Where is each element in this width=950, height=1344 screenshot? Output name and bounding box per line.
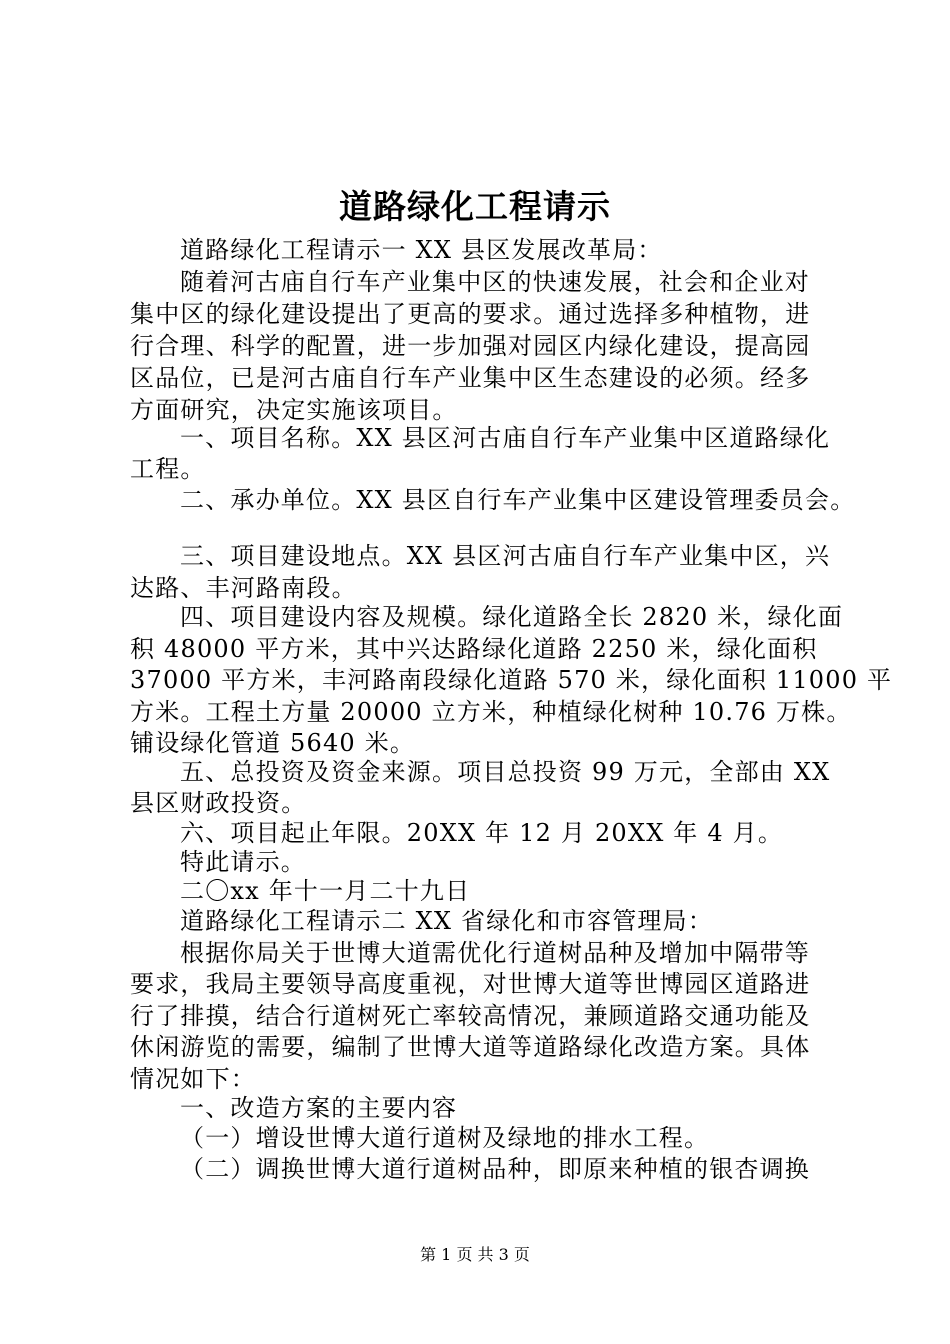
text-line: 四、项目建设内容及规模。绿化道路全长 2820 米，绿化面 (180, 603, 844, 631)
text-line: 情况如下： (130, 1065, 256, 1093)
text-line: 集中区的绿化建设提出了更高的要求。通过选择多种植物，进 (130, 300, 811, 328)
text-line: 随着河古庙自行车产业集中区的快速发展，社会和企业对 (180, 268, 810, 296)
text-line: 道路绿化工程请示一 XX 县区发展改革局： (180, 236, 663, 264)
text-line: 方米。工程土方量 20000 立方米，种植绿化树种 10.76 万株。 (130, 698, 852, 726)
text-line: 三、项目建设地点。XX 县区河古庙自行车产业集中区，兴 (180, 542, 831, 570)
text-line: 道路绿化工程请示二 XX 省绿化和市容管理局： (180, 907, 714, 935)
text-line: 行合理、科学的配置，进一步加强对园区内绿化建设，提高园 (130, 332, 811, 360)
page-number-footer: 第 1 页 共 3 页 (420, 1245, 530, 1264)
text-line: 根据你局关于世博大道需优化行道树品种及增加中隔带等 (180, 939, 810, 967)
text-line: 特此请示。 (180, 848, 306, 876)
text-line: 方面研究，决定实施该项目。 (130, 396, 458, 424)
text-line: 二、承办单位。XX 县区自行车产业集中区建设管理委员会。 (180, 486, 856, 514)
text-line: 休闲游览的需要，编制了世博大道等道路绿化改造方案。具体 (130, 1033, 811, 1061)
text-line: （二）调换世博大道行道树品种，即原来种植的银杏调换 (180, 1155, 810, 1183)
text-line: 积 48000 平方米，其中兴达路绿化道路 2250 米，绿化面积 (130, 635, 818, 663)
text-line: 一、项目名称。XX 县区河古庙自行车产业集中区道路绿化 (180, 424, 831, 452)
text-line: 二〇xx 年十一月二十九日 (180, 877, 471, 905)
text-line: 区品位，已是河古庙自行车产业集中区生态建设的必须。经多 (130, 364, 811, 392)
text-line: 达路、丰河路南段。 (130, 574, 357, 602)
text-line: 铺设绿化管道 5640 米。 (130, 729, 416, 757)
text-line: （一）增设世博大道行道树及绿地的排水工程。 (180, 1124, 710, 1152)
text-line: 六、项目起止年限。20XX 年 12 月 20XX 年 4 月。 (180, 819, 784, 847)
text-line: 工程。 (130, 455, 206, 483)
document-title: 道路绿化工程请示 (339, 187, 611, 226)
text-line: 要求，我局主要领导高度重视，对世博大道等世博园区道路进 (130, 970, 811, 998)
text-line: 五、总投资及资金来源。项目总投资 99 万元，全部由 XX (180, 758, 831, 786)
text-line: 37000 平方米，丰河路南段绿化道路 570 米，绿化面积 11000 平 (130, 666, 893, 694)
text-line: 一、改造方案的主要内容 (180, 1094, 458, 1122)
text-line: 县区财政投资。 (130, 789, 307, 817)
text-line: 行了排摸，结合行道树死亡率较高情况，兼顾道路交通功能及 (130, 1002, 811, 1030)
